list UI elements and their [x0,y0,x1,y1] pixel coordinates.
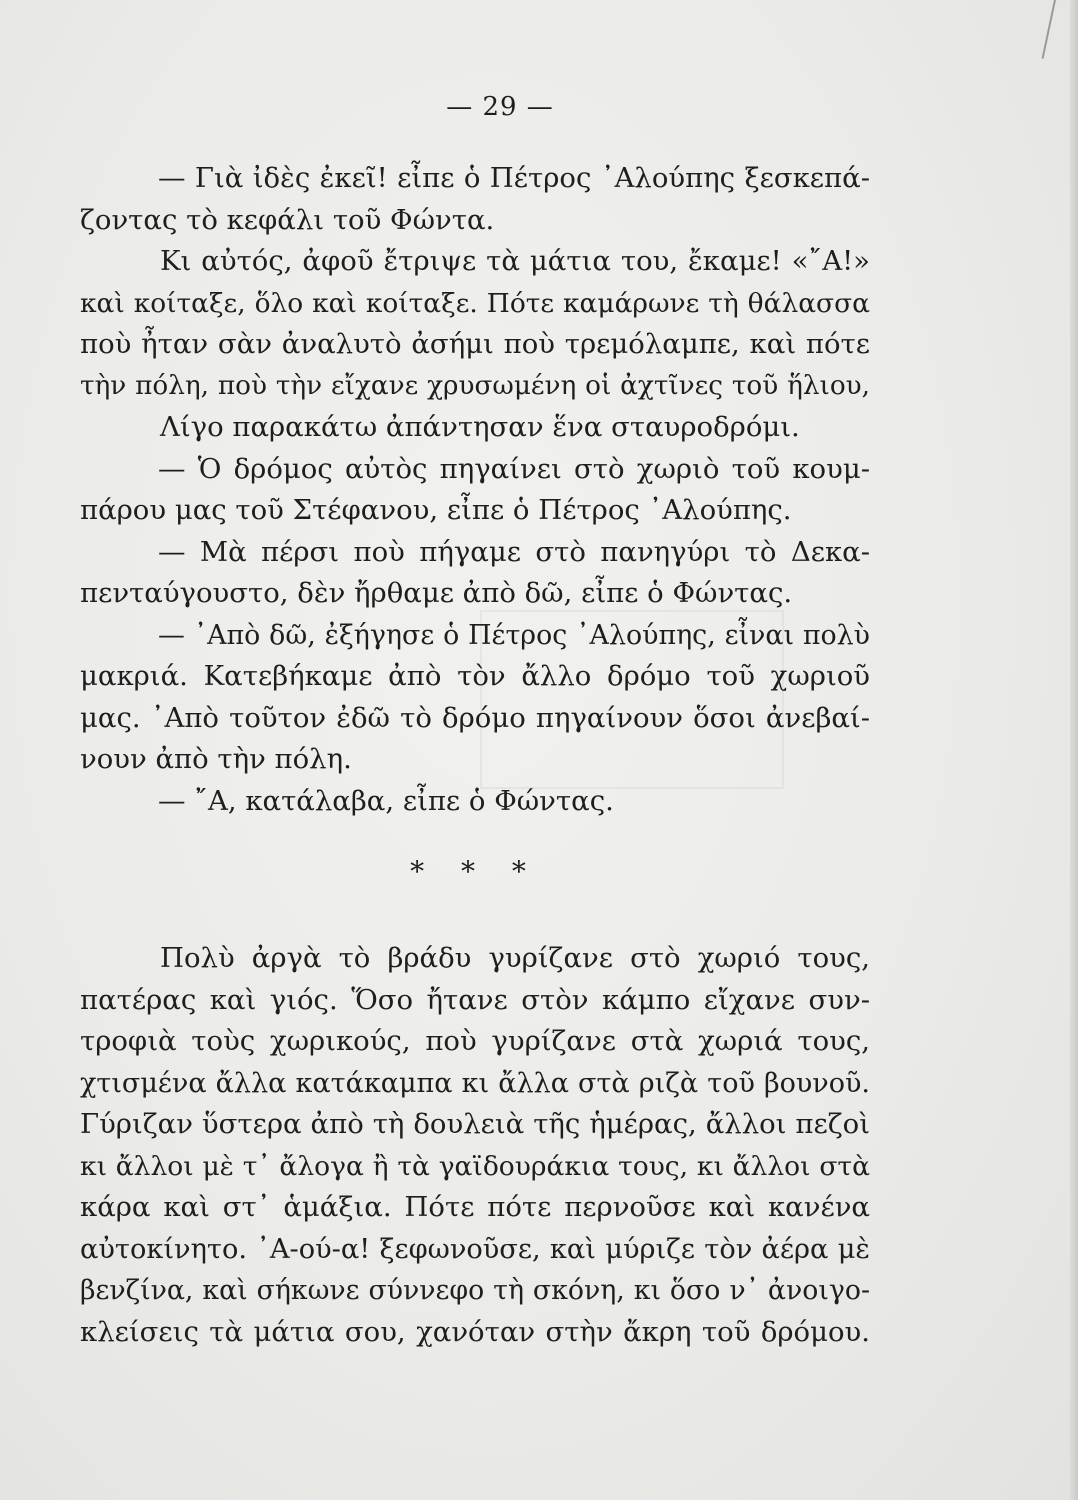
text-line: — ᾿Απὸ δῶ, ἐξήγησε ὁ Πέτρος ᾿Αλούπης, εἶναι πολὺ [158,619,870,651]
text-line: — ῎Α, κατάλαβα, εἶπε ὁ Φώντας. [158,784,614,817]
text-line: ζοντας τὸ κεφάλι τοῦ Φώντα. [80,203,495,236]
text-line: βενζίνα, καὶ σήκωνε σύννεφο τὴ σκόνη, κι ὅσο ν᾿ ἀνοιγο- [80,1275,870,1306]
text-line: Πολὺ ἀργὰ τὸ βράδυ γυρίζανε στὸ χωριό τους, [160,942,870,974]
body-text-top [80,158,870,822]
text-line: κλείσεις τὰ μάτια σου, χανόταν στὴν ἄκρη τοῦ δρόμου. [80,1315,870,1348]
text-line: — Γιὰ ἰδὲς ἐκεῖ! εἶπε ὁ Πέτρος ᾿Αλούπης ξεσκεπά- [158,162,870,194]
text-line: τροφιὰ τοὺς χωρικούς, ποὺ γυρίζανε στὰ χωριά τους, [80,1025,870,1057]
text-line: πατέρας καὶ γιός. Ὅσο ἤτανε στὸν κάμπο εἴχανε συν- [80,983,870,1016]
page-number: — 29 — [446,92,554,122]
text-line: χτισμένα ἄλλα κατάκαμπα κι ἄλλα στὰ ριζὰ τοῦ βουνοῦ. [80,1067,870,1099]
section-separator: * * * [410,855,540,888]
text-line: Γύριζαν ὕστερα ἀπὸ τὴ δουλειὰ τῆς ἡμέρας, ἄλλοι πεζοὶ [80,1108,870,1140]
text-line: — Μὰ πέρσι ποὺ πήγαμε στὸ πανηγύρι τὸ Δεκα- [158,535,870,568]
body-text-bottom [80,938,870,1353]
text-line: πάρου μας τοῦ Στέφανου, εἶπε ὁ Πέτρος ᾿Αλούπης. [80,494,792,526]
text-line: ποὺ ἦταν σὰν ἀναλυτὸ ἀσήμι ποὺ τρεμόλαμπε, καὶ πότε [80,328,870,360]
text-line: Λίγο παρακάτω ἀπάντησαν ἕνα σταυροδρόμι. [160,411,800,443]
page-corner-mark [1042,0,1056,59]
text-line: καὶ κοίταξε, ὅλο καὶ κοίταξε. Πότε καμάρωνε τὴ θάλασσα [80,287,870,319]
text-line: αὐτοκίνητο. ᾿Α-ού-α! ξεφωνοῦσε, καὶ μύριζε τὸν ἀέρα μὲ [80,1233,870,1265]
text-line: μας. ᾿Απὸ τοῦτον ἐδῶ τὸ δρόμο πηγαίνουν ὅσοι ἀνεβαί- [80,701,870,734]
text-line: πενταύγουστο, δὲν ἤρθαμε ἀπὸ δῶ, εἶπε ὁ Φώντας. [80,577,793,609]
text-line: Κι αὐτός, ἀφοῦ ἔτριψε τὰ μάτια του, ἔκαμε! «῎Α!» [160,245,870,277]
text-line: — Ὁ δρόμος αὐτὸς πηγαίνει στὸ χωριὸ τοῦ κουμ- [158,452,870,485]
text-line: κάρα καὶ στ᾿ ἁμάξια. Πότε πότε περνοῦσε καὶ κανένα [80,1191,870,1223]
page-spine-shadow [1070,0,1078,1500]
text-line: κι ἄλλοι μὲ τ᾿ ἄλογα ἢ τὰ γαϊδουράκια τους, κι ἄλλοι στὰ [80,1150,870,1182]
text-line: τὴν πόλη, ποὺ τὴν εἴχανε χρυσωμένη οἱ ἀχτῖνες τοῦ ἥλιου, [80,370,870,401]
text-line: μακριά. Κατεβήκαμε ἀπὸ τὸν ἄλλο δρόμο τοῦ χωριοῦ [80,660,870,692]
text-line: νουν ἀπὸ τὴν πόλη. [80,743,352,775]
